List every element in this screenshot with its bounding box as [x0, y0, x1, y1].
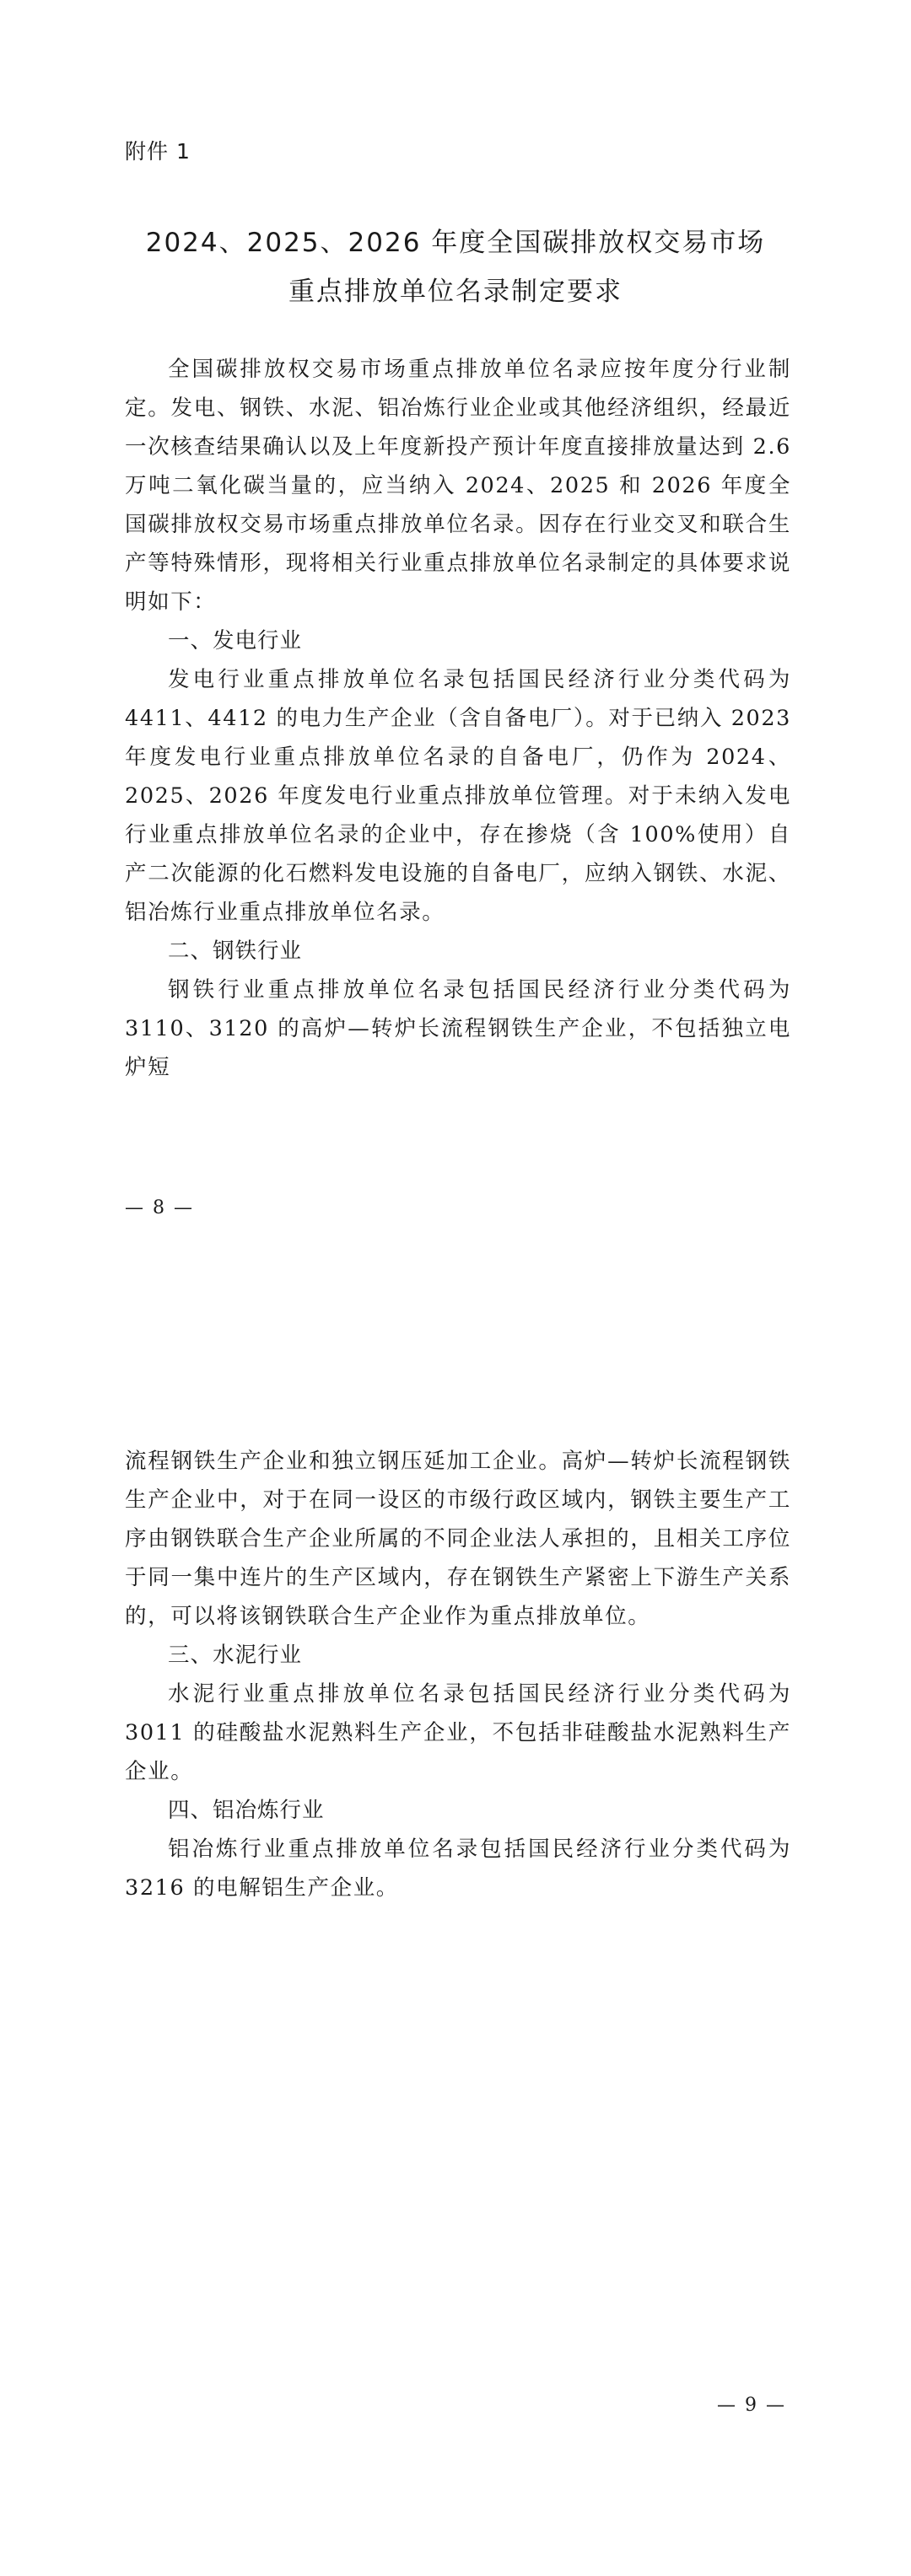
section-text-aluminum: 铝冶炼行业重点排放单位名录包括国民经济行业分类代码为 3216 的电解铝生产企业。 [125, 1837, 791, 1901]
section-text-power: 发电行业重点排放单位名录包括国民经济行业分类代码为 4411、4412 的电力生产企业（含自备电厂）。对于已纳入 2023 年度发电行业重点排放单位名录的自备电厂，仍作为 2024、2025、2026 年度发电行业重点排放单位管理。对于未纳入发电行业重点排放单位名录的企业中，存在掺烧（含 100%使用）自产二次能源的化石燃料发电设施的自备电厂，应纳入钢铁、水泥、铝冶炼行业重点排放单位名录。 [125, 667, 791, 925]
section-heading-steel: 二、钢铁行业 [168, 938, 303, 964]
section-text-steel-part2: 流程钢铁生产企业和独立钢压延加工企业。高炉—转炉长流程钢铁生产企业中，对于在同一设区的市级行政区域内，钢铁主要生产工序由钢铁联合生产企业所属的不同企业法人承担的，且相关工序位于同一集中连片的生产区域内，存在钢铁生产紧密上下游生产关系的，可以将该钢铁联合生产企业作为重点排放单位。 [125, 1449, 791, 1629]
intro-paragraph: 全国碳排放权交易市场重点排放单位名录应按年度分行业制定。发电、钢铁、水泥、铝冶炼行业企业或其他经济组织，经最近一次核查结果确认以及上年度新投产预计年度直接排放量达到 2.6 万吨二氧化碳当量的，应当纳入 2024、2025 和 2026 年度全国碳排放权交易市场重点排放单位名录。因存在行业交叉和联合生产等特殊情形，现将相关行业重点排放单位名录制定的具体要求说明如下： [125, 357, 791, 615]
page-number-8: — 8 — [125, 1197, 194, 1218]
document-title-line-2: 重点排放单位名录制定要求 [288, 277, 623, 307]
page-number-9: — 9 — [717, 2395, 786, 2416]
document-page-9 [0, 1282, 911, 2576]
document-title-line-1: 2024、2025、2026 年度全国碳排放权交易市场 [145, 228, 766, 258]
page-8-body [125, 350, 791, 1087]
page-9-body [125, 1442, 791, 1907]
section-heading-cement: 三、水泥行业 [168, 1643, 303, 1668]
section-heading-power: 一、发电行业 [168, 628, 303, 653]
section-heading-aluminum: 四、铝冶炼行业 [168, 1798, 325, 1823]
annex-label: 附件 1 [125, 139, 191, 164]
section-text-steel-part1: 钢铁行业重点排放单位名录包括国民经济行业分类代码为 3110、3120 的高炉—转炉长流程钢铁生产企业，不包括独立电炉短 [125, 977, 791, 1080]
section-text-cement: 水泥行业重点排放单位名录包括国民经济行业分类代码为 3011 的硅酸盐水泥熟料生产企业，不包括非硅酸盐水泥熟料生产企业。 [125, 1681, 791, 1784]
document-page-8 [0, 0, 911, 1282]
